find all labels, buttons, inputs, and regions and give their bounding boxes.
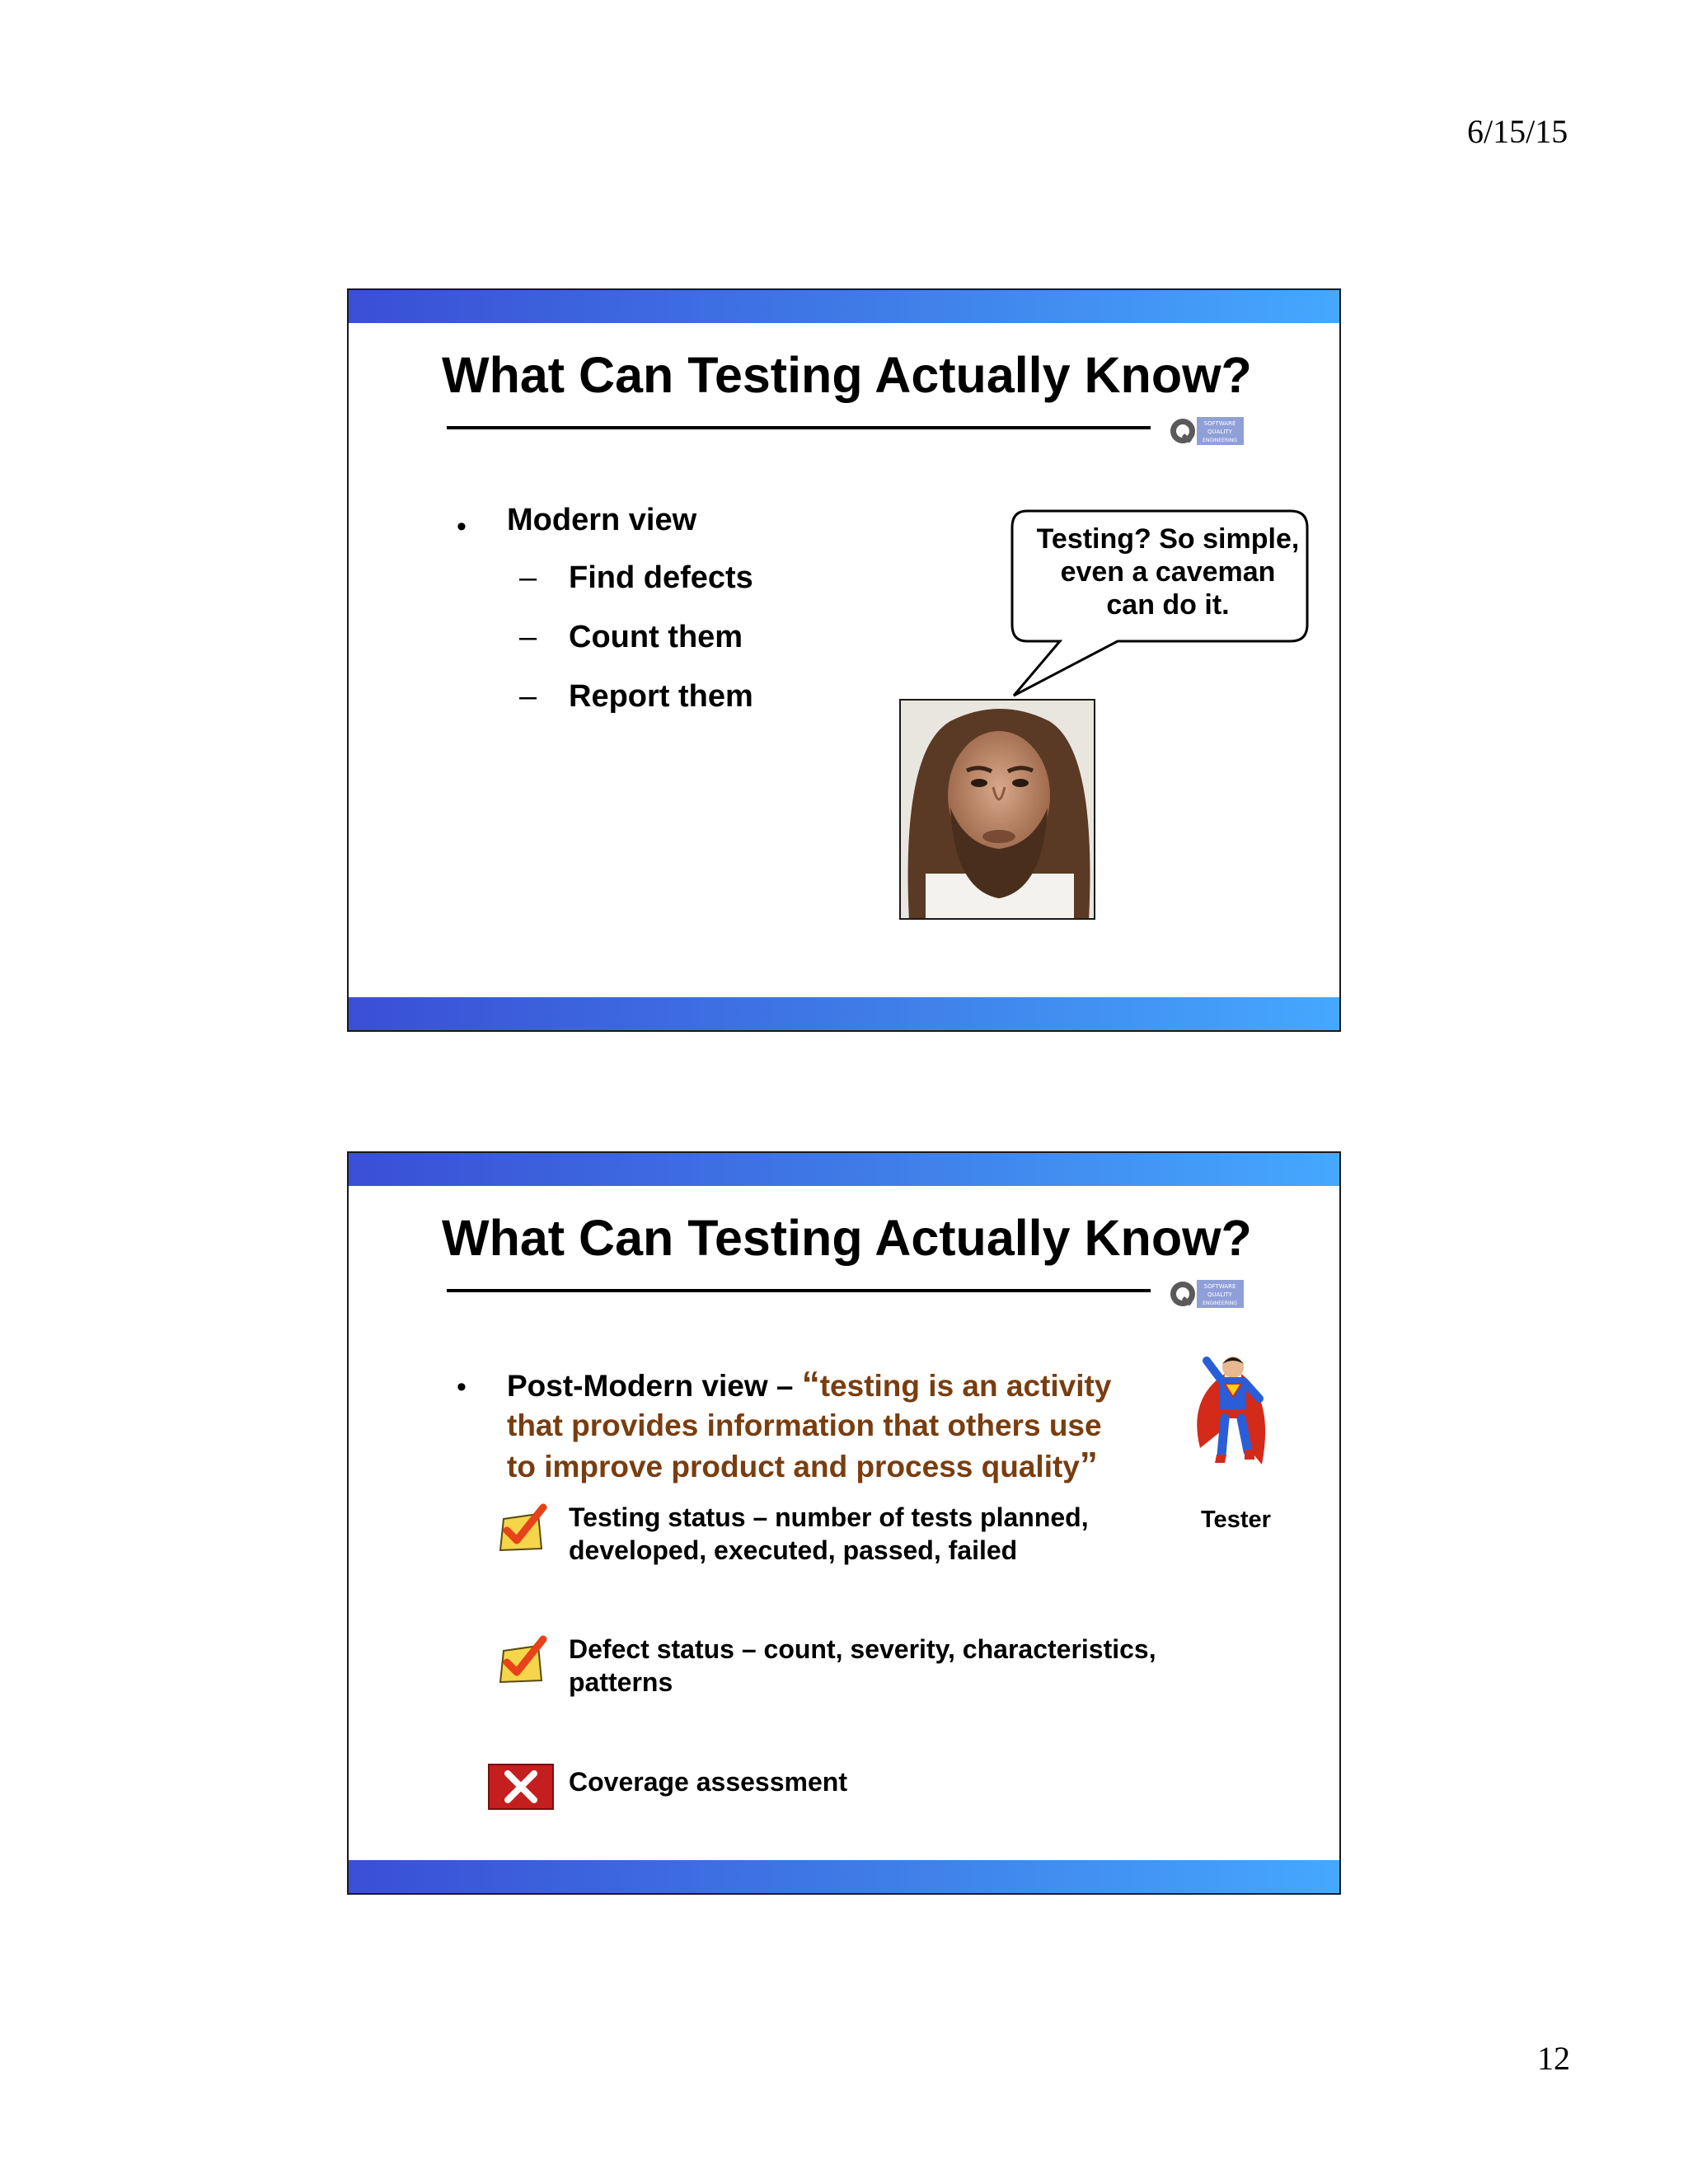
quote-line: testing is an activity [819,1369,1112,1403]
slide-title: What Can Testing Actually Know? [442,347,1252,403]
page-date: 6/15/15 [1467,113,1568,150]
sqe-logo-icon [1170,414,1245,448]
item-line: Coverage assessment [569,1767,847,1797]
slide-footer-bar [349,997,1339,1030]
logo-line-2: QUALITY [1207,1291,1232,1298]
logo-line-2: QUALITY [1207,429,1232,435]
dash-marker: – [519,620,537,654]
quote-line: that provides information that others use [507,1408,1102,1442]
title-underline [447,1289,1151,1292]
subitem-report-them: Report them [569,679,753,714]
item-line: patterns [569,1667,673,1697]
coverage-assessment-item [569,1765,847,1798]
quote-close: ” [1079,1445,1098,1485]
speech-bubble-text [1019,523,1317,621]
defect-status-item [569,1633,1156,1699]
logo-line-3: ENGINEERING [1203,1301,1237,1306]
superman-icon [1184,1349,1282,1469]
page-number: 12 [1537,2040,1570,2077]
logo-line-1: SOFTWARE [1203,1283,1236,1290]
bullet-lead: Post-Modern view – [507,1369,802,1403]
bullet-dot: • [457,1371,467,1403]
slide-footer-bar [349,1860,1339,1893]
subitem-find-defects: Find defects [569,560,753,595]
sqe-logo-icon [1170,1277,1245,1311]
logo-line-3: ENGINEERING [1203,438,1237,443]
caveman-photo [899,699,1095,920]
bullet-dot: • [457,511,467,542]
title-underline [447,426,1151,429]
checkmark-icon [497,1502,548,1554]
item-line: developed, executed, passed, failed [569,1535,1018,1565]
checkmark-icon [497,1634,548,1685]
slide-header-bar [349,290,1339,323]
logo-line-1: SOFTWARE [1203,420,1236,427]
quote-line: to improve product and process quality [507,1450,1080,1483]
post-modern-bullet [507,1365,1111,1487]
speech-line: Testing? So simple, [1036,523,1300,555]
slide-header-bar [349,1153,1339,1186]
item-line: Testing status – number of tests planned, [569,1502,1089,1532]
slide-title: What Can Testing Actually Know? [442,1210,1252,1266]
quote-open: “ [801,1364,820,1404]
item-line: Defect status – count, severity, characteristics, [569,1634,1156,1664]
x-mark-icon [488,1764,554,1810]
testing-status-item [569,1501,1089,1567]
tester-caption: Tester [1201,1507,1271,1533]
bullet-modern-view: Modern view [507,503,697,537]
slide-2 [347,1151,1341,1895]
subitem-count-them: Count them [569,620,743,654]
dash-marker: – [519,560,537,595]
speech-line: can do it. [1106,589,1230,621]
speech-line: even a caveman [1060,556,1276,588]
dash-marker: – [519,679,537,714]
slide-1 [347,288,1341,1032]
